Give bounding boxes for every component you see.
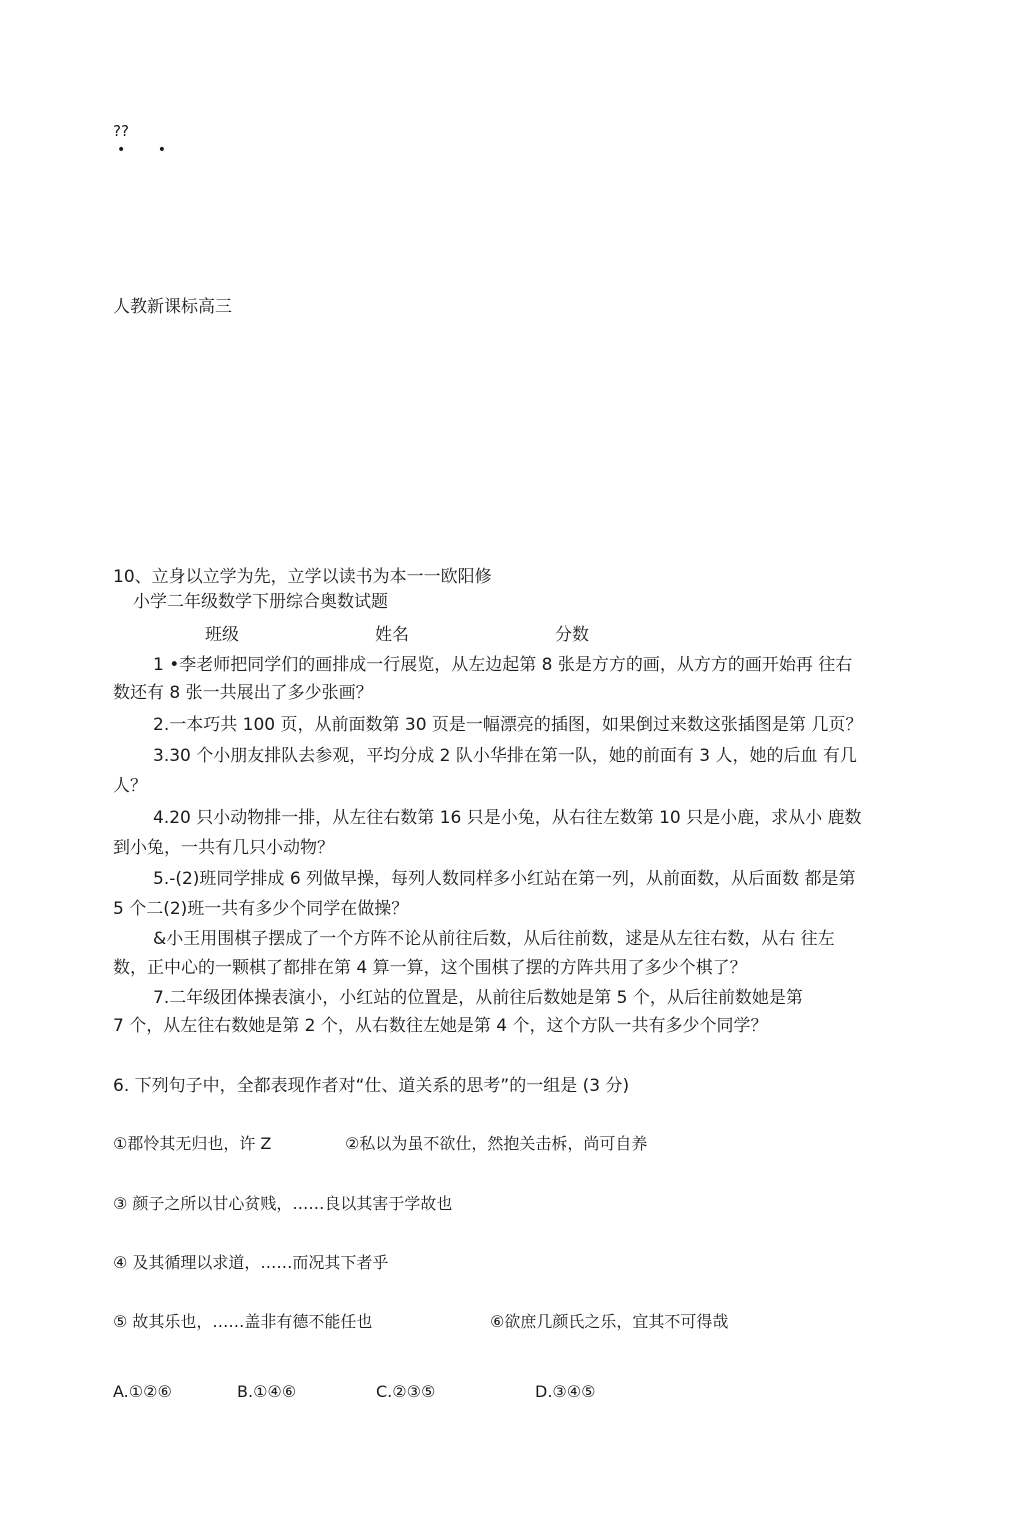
question-1-line-2: 数还有 8 张一共展出了多少张画？ [113,683,373,703]
question-4-line-2: 到小兔，一共有几只小动物？ [113,838,334,858]
chinese-question-stem: 6. 下列句子中，全都表现作者对“仕、道关系的思考”的一组是 (3 分) [113,1076,630,1096]
chinese-item-1: ①郡怜其无归也，许 Z [113,1134,272,1153]
chinese-item-3: ③ 颜子之所以甘心贫贱，……良以其害于学故也 [113,1194,453,1213]
option-c: C.②③⑤ [376,1382,436,1401]
quote-line: 10、立身以立学为先，立学以读书为本一一欧阳修 [113,567,492,587]
header-marks: ?? [113,122,129,140]
chinese-item-6: ⑥欲庶几颜氏之乐，宜其不可得哉 [490,1312,729,1331]
question-3-line-1: 3.30 个小朋友排队去参观，平均分成 2 队小华排在第一队，她的前面有 3 人，她的后血 有几 [153,746,857,766]
header-dots: • • [117,142,180,158]
question-4-line-1: 4.20 只小动物排一排，从左往右数第 16 只是小兔，从右往左数第 10 只是小鹿，求从小 鹿数 [153,808,862,828]
question-2-line-1: 2.一本巧共 100 页，从前面数第 30 页是一幅漂亮的插图，如果倒过来数这张插图是第 几页？ [153,715,863,735]
field-class-label: 班级 [205,625,239,645]
question-7-line-2: 7 个，从左往右数她是第 2 个，从右数往左她是第 4 个，这个方队一共有多少个同学？ [113,1016,768,1036]
chinese-item-4: ④ 及其循理以求道，……而况其下者乎 [113,1253,389,1272]
question-3-line-2: 人？ [113,776,147,796]
question-5-line-1: 5.-(2)班同学排成 6 列做早操，每列人数同样多小红站在第一列，从前面数，从后面数 都是第 [153,869,856,889]
field-name-label: 姓名 [375,625,409,645]
question-7-line-1: 7.二年级团体操表演小，小红站的位置是，从前往后数她是第 5 个，从后往前数她是第 [153,988,803,1008]
option-b: B.①④⑥ [237,1382,297,1401]
question-6-line-2: 数，正中心的一颗棋了都排在第 4 算一算，这个围棋了摆的方阵共用了多少个棋了？ [113,958,747,978]
option-d: D.③④⑤ [535,1382,596,1401]
chinese-item-2: ②私以为虽不欲仕，然抱关击柝，尚可自养 [345,1134,648,1153]
header-title: 人教新课标高三 [113,297,232,317]
field-score-label: 分数 [555,625,589,645]
option-a: A.①②⑥ [113,1382,172,1401]
chinese-item-5: ⑤ 故其乐也，……盖非有德不能任也 [113,1312,373,1331]
exam-title: 小学二年级数学下册综合奥数试题 [133,592,388,612]
question-6-line-1: &小王用围棋子摆成了一个方阵不论从前往后数，从后往前数，逑是从左往右数，从右 往左 [153,929,835,949]
question-5-line-2: 5 个二(2)班一共有多少个同学在做操？ [113,899,409,919]
question-1-line-1: 1 •李老师把同学们的画排成一行展览，从左边起第 8 张是方方的画，从方方的画开始再 往右 [153,655,853,675]
